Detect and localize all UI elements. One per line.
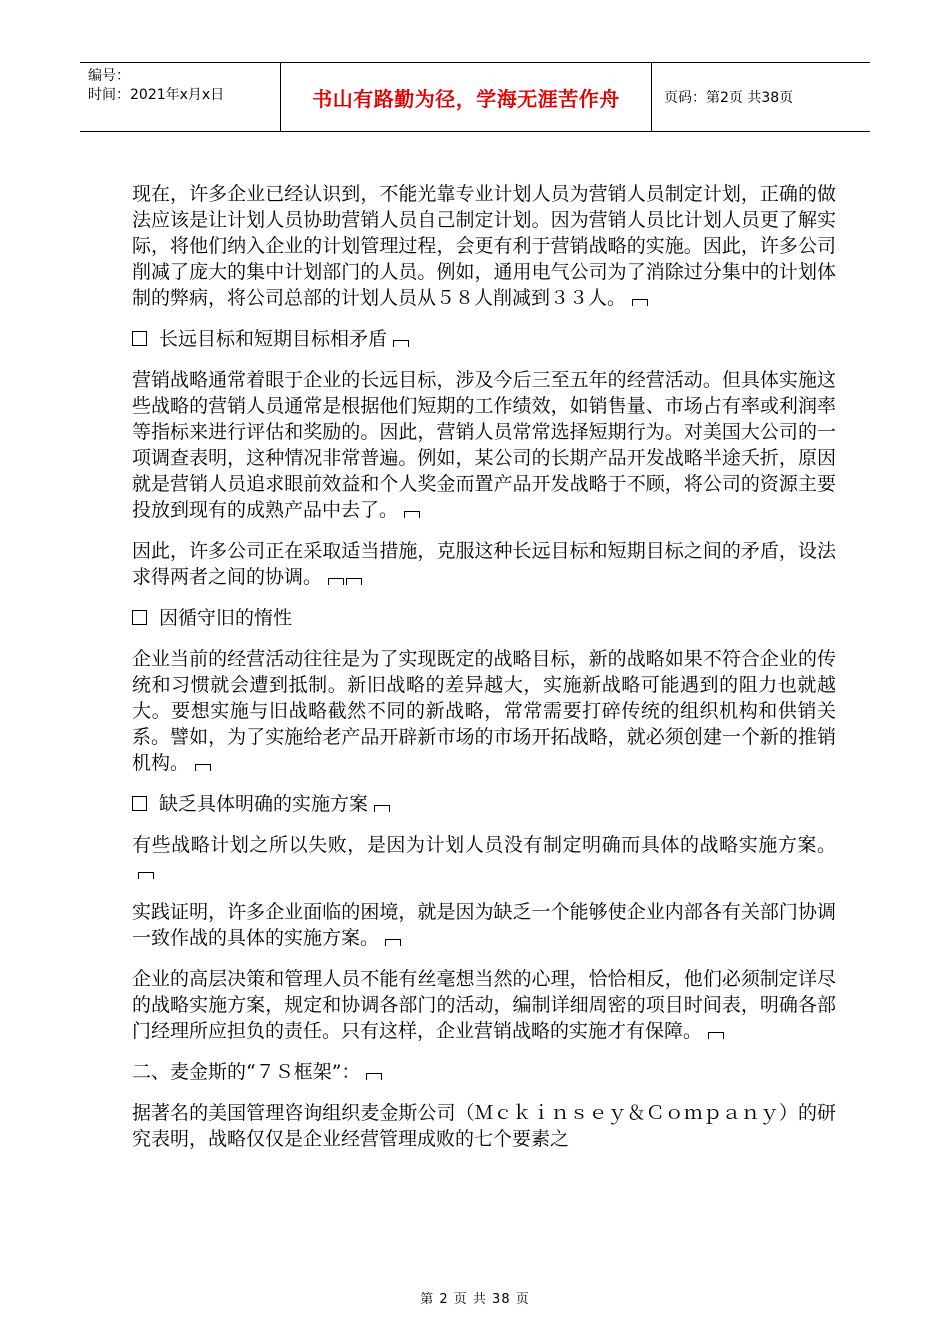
paragraph-text: 营销战略通常着眼于企业的长远目标，涉及今后三至五年的经营活动。但具体实施这些战略的营销人员通常是根据他们短期的工作绩效，如销售量、市场占有率或利润率等指标来进行评估和奖励的。因此，营销人员常常选择短期行为。对美国大公司的一项调查表明，这种情况非常普遍。例如，某公司的长期产品开发战略半途夭折，原因就是营销人员追求眼前效益和个人奖金而置产品开发战略于不顾，将公司的资源主要投放到现有的成熟产品中去了。 <box>132 369 836 521</box>
paragraph <box>132 367 836 523</box>
paragraph-mark-icon <box>393 340 409 347</box>
paragraph-text: 有些战略计划之所以失败，是因为计划人员没有制定明确而具体的战略实施方案。 <box>132 834 836 856</box>
heading-text: 缺乏具体明确的实施方案 <box>159 793 369 815</box>
paragraph <box>132 1100 836 1152</box>
paragraph-mark-icon <box>366 1073 382 1080</box>
paragraph-mark-icon <box>138 872 154 879</box>
number-label: 编号： <box>88 68 130 84</box>
paragraph-mark-icon <box>708 1032 724 1039</box>
paragraph <box>132 538 836 590</box>
page-header <box>80 62 870 132</box>
section-heading <box>132 326 836 352</box>
document-body <box>132 181 836 1167</box>
paragraph-text: 企业的高层决策和管理人员不能有丝毫想当然的心理，恰恰相反，他们必须制定详尽的战略实施方案，规定和协调各部门的活动，编制详细周密的项目时间表，明确各部门经理所应担负的责任。只有这样，企业营销战略的实施才有保障。 <box>132 968 836 1042</box>
checkbox-bullet-icon <box>132 331 147 346</box>
paragraph-mark-icon <box>632 299 648 306</box>
header-meta <box>80 63 280 131</box>
checkbox-bullet-icon <box>132 610 147 625</box>
paragraph-mark-icon <box>195 764 211 771</box>
section-heading <box>132 605 836 631</box>
paragraph <box>132 832 836 884</box>
header-page-info: 页码：第2页 共38页 <box>664 90 794 106</box>
paragraph-text: 据著名的美国管理咨询组织麦金斯公司（Ｍｃｋｉｎｓｅｙ＆Ｃｏｍｐａｎｙ）的研究表明，战略仅仅是企业经营管理成败的七个要素之 <box>132 1102 836 1150</box>
paragraph-text: 因此，许多公司正在采取适当措施，克服这种长远目标和短期目标之间的矛盾，设法求得两者之间的协调。 <box>132 540 836 588</box>
heading-text: 长远目标和短期目标相矛盾 <box>159 328 388 350</box>
paragraph-text: 企业当前的经营活动往往是为了实现既定的战略目标，新的战略如果不符合企业的传统和习惯就会遭到抵制。新旧战略的差异越大，实施新战略可能遇到的阻力也就越大。要想实施与旧战略截然不同的新战略，常常需要打碎传统的组织机构和供销关系。譬如，为了实施给老产品开辟新市场的市场开拓战略，就必须创建一个新的推销机构。 <box>132 648 836 774</box>
section-heading <box>132 791 836 817</box>
paragraph-mark-icon <box>404 511 420 518</box>
paragraph-text: 实践证明，许多企业面临的困境，就是因为缺乏一个能够使企业内部各有关部门协调一致作战的具体的实施方案。 <box>132 901 836 949</box>
heading-text: 因循守旧的惰性 <box>159 607 293 629</box>
header-motto: 书山有路勤为径，学海无涯苦作舟 <box>280 63 652 131</box>
paragraph-mark-icon <box>346 578 362 585</box>
checkbox-bullet-icon <box>132 796 147 811</box>
section-heading <box>132 1059 836 1085</box>
paragraph <box>132 899 836 951</box>
paragraph-mark-icon <box>328 578 344 585</box>
paragraph <box>132 181 836 311</box>
paragraph-text: 现在，许多企业已经认识到，不能光靠专业计划人员为营销人员制定计划，正确的做法应该是让计划人员协助营销人员自己制定计划。因为营销人员比计划人员更了解实际，将他们纳入企业的计划管理过程，会更有利于营销战略的实施。因此，许多公司削减了庞大的集中计划部门的人员。例如，通用电气公司为了消除过分集中的计划体制的弊病，将公司总部的计划人员从５８人削减到３３人。 <box>132 183 836 309</box>
time-label: 时间：2021年x月x日 <box>88 87 225 103</box>
paragraph-mark-icon <box>374 805 390 812</box>
page-footer: 第 2 页 共 38 页 <box>420 1292 530 1307</box>
paragraph <box>132 966 836 1044</box>
heading-text: 二、麦金斯的“７Ｓ框架”： <box>132 1061 361 1083</box>
paragraph <box>132 646 836 776</box>
paragraph-mark-icon <box>385 939 401 946</box>
